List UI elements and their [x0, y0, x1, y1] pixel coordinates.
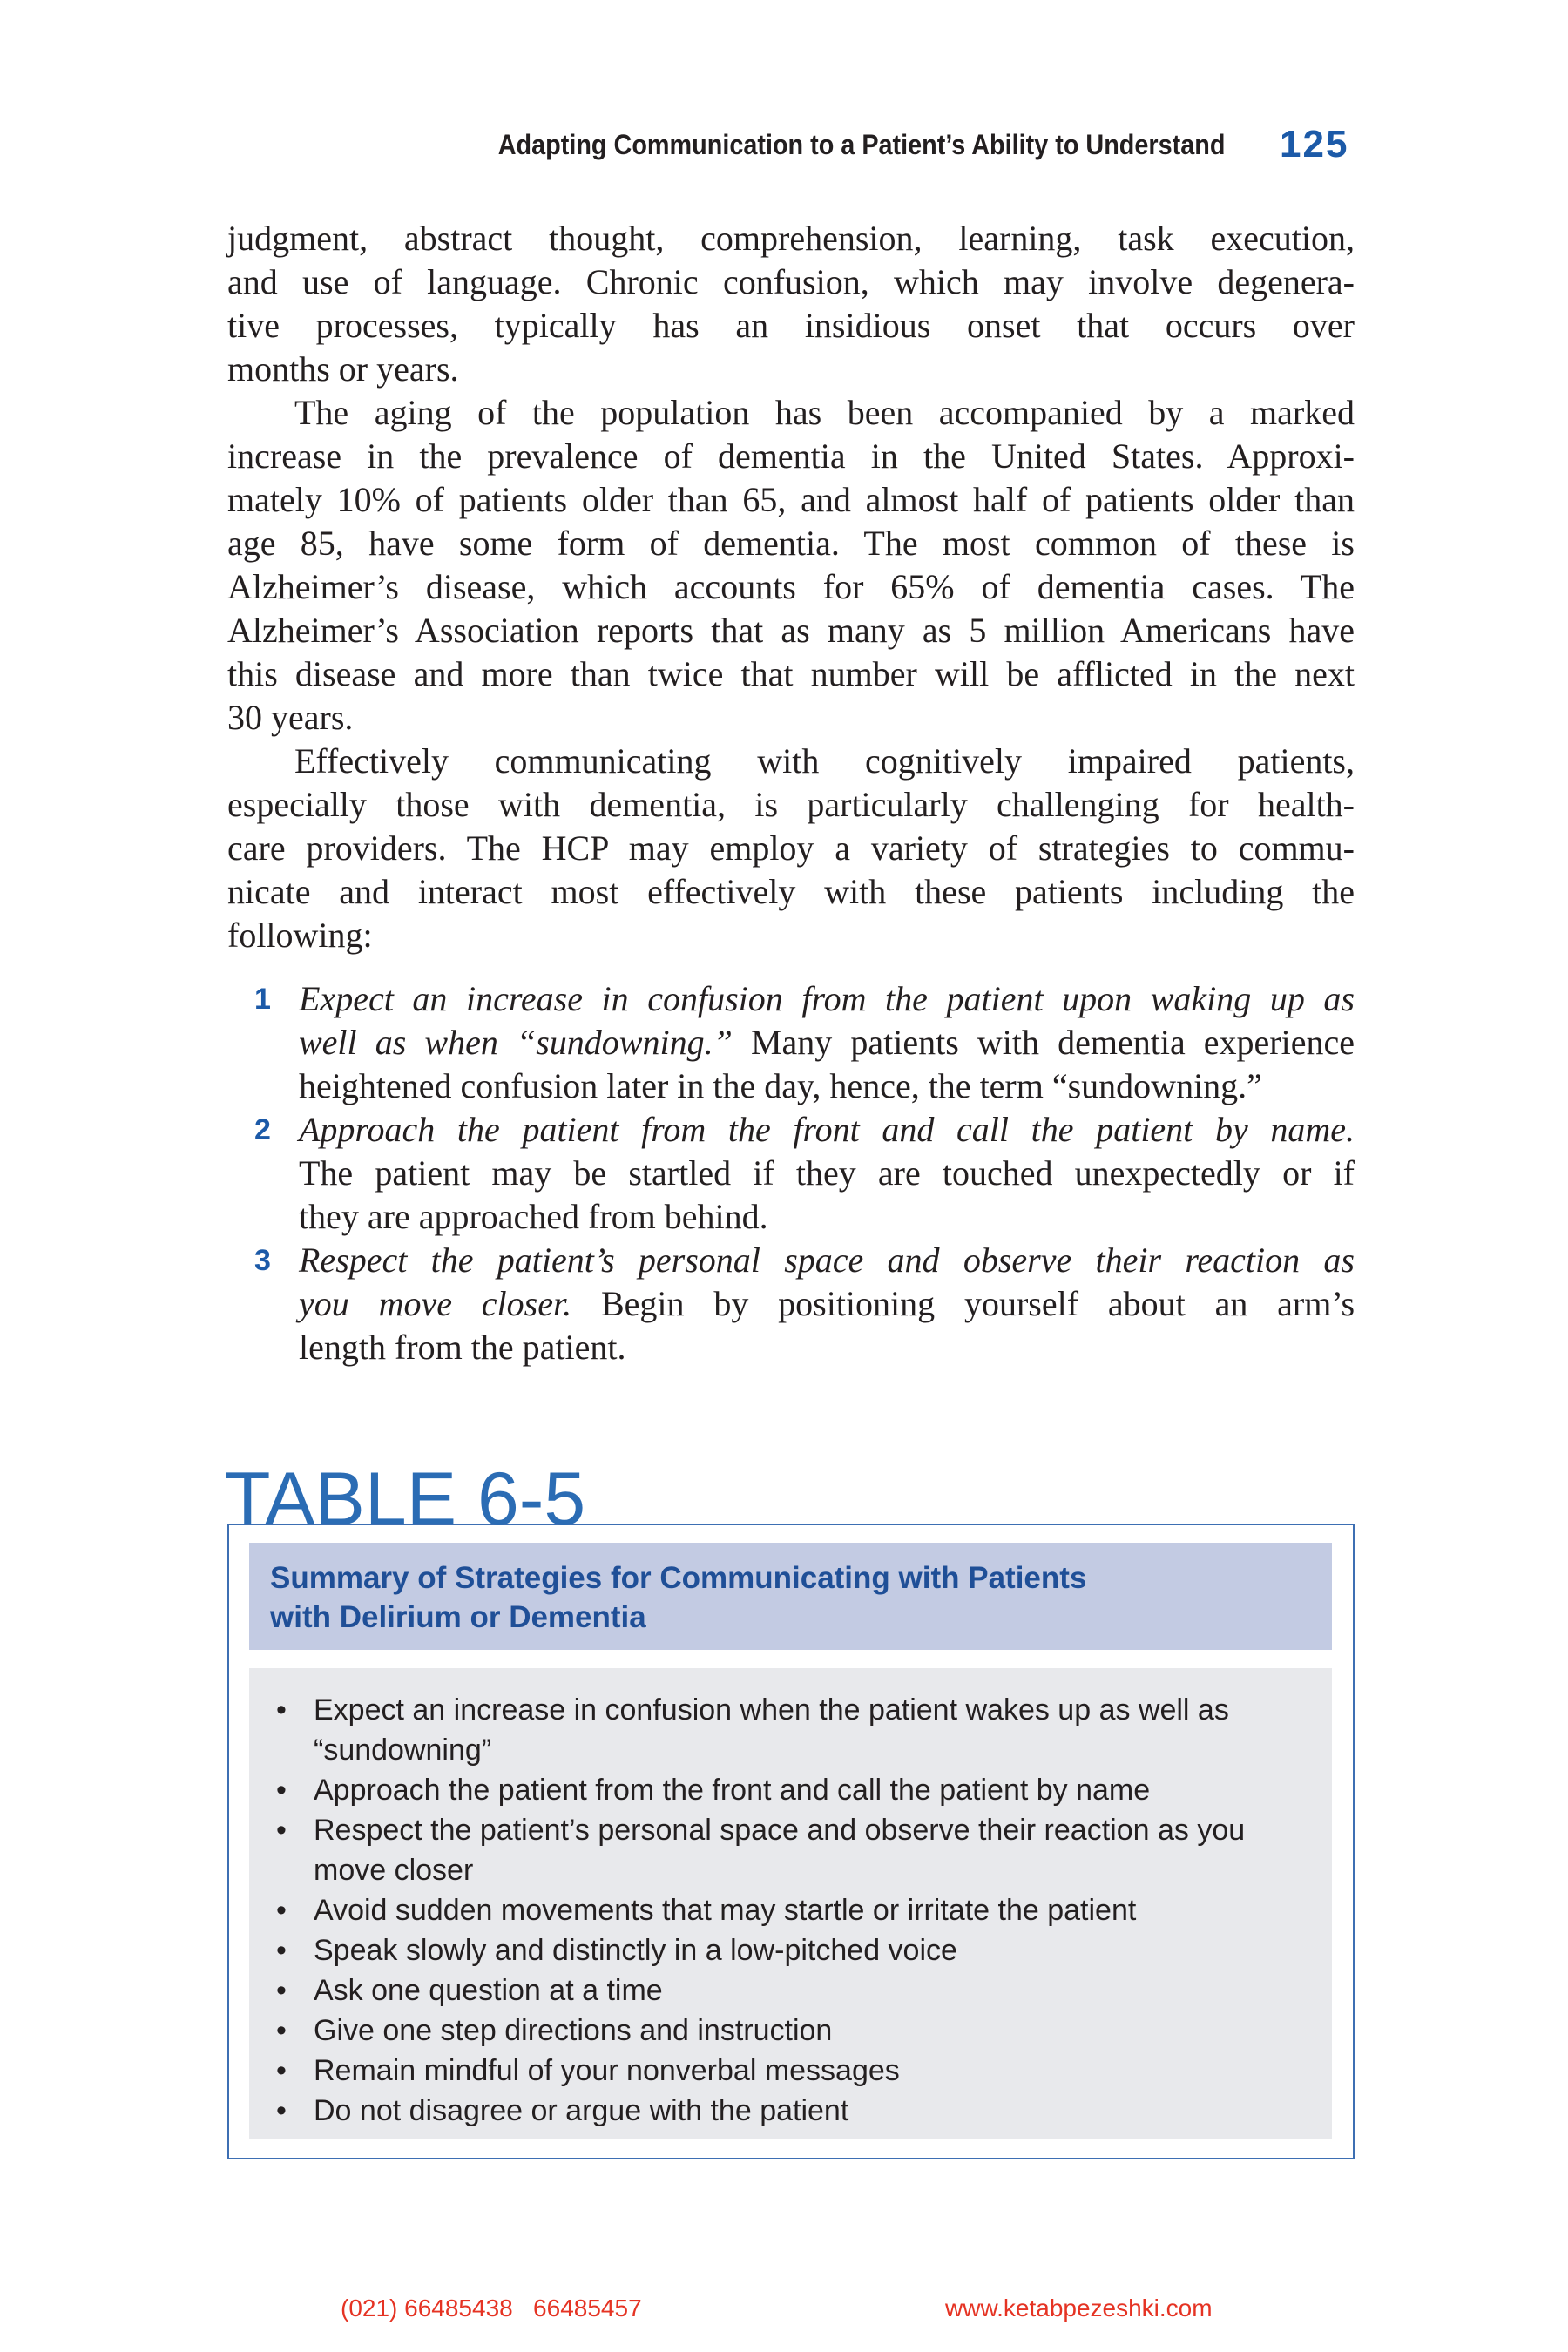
bullet-item	[249, 1690, 1332, 1770]
list-item	[254, 977, 1355, 1108]
bullet-item	[249, 1890, 1332, 1930]
bullet-line: Expect an increase in confusion when the patient wakes up as well as	[314, 1693, 1229, 1727]
list-item-line	[299, 977, 1355, 1021]
bullet-icon: •	[276, 2014, 287, 2047]
bullet-line: Ask one question at a time	[314, 1974, 663, 2007]
list-item-line	[299, 1152, 1355, 1195]
list-item-line	[299, 1326, 1355, 1369]
bullet-item	[249, 2091, 1332, 2131]
paragraph	[227, 217, 1355, 391]
emphasis-text: you move closer.	[299, 1284, 572, 1323]
text-line: increase in the prevalence of dementia in the United States. Approxi-	[227, 436, 1355, 476]
bullet-line: move closer	[314, 1854, 474, 1887]
table-label: TABLE 6-5	[225, 1457, 586, 1541]
list-item-line	[299, 1108, 1355, 1152]
emphasis-text: Expect an increase in confusion from the patient upon waking up as	[299, 979, 1355, 1018]
bullet-line: “sundowning”	[314, 1734, 492, 1767]
text-line: Alzheimer’s Association reports that as many as 5 million Americans have	[227, 611, 1355, 650]
table-heading-line: with Delirium or Dementia	[270, 1600, 646, 1634]
paragraph	[227, 391, 1355, 740]
regular-text: The patient may be startled if they are touched unexpectedly or if	[299, 1153, 1355, 1193]
bullet-line: Remain mindful of your nonverbal messages	[314, 2054, 900, 2087]
bullet-item	[249, 2051, 1332, 2091]
list-number: 1	[254, 983, 271, 1016]
text-line: Alzheimer’s disease, which accounts for 65% of dementia cases. The	[227, 567, 1355, 606]
text-line: and use of language. Chronic confusion, which may involve degenera-	[227, 262, 1355, 301]
page-number: 125	[1280, 123, 1349, 166]
regular-text: heightened confusion later in the day, hence, the term “sundowning.”	[299, 1066, 1262, 1105]
list-number: 3	[254, 1244, 271, 1277]
list-item	[254, 1239, 1355, 1369]
bullet-line: Avoid sudden movements that may startle or irritate the patient	[314, 1894, 1137, 1927]
text-line: judgment, abstract thought, comprehension, learning, task execution,	[227, 219, 1355, 258]
bullet-item	[249, 1970, 1332, 2011]
bullet-icon: •	[276, 1814, 287, 1847]
body-text	[227, 217, 1355, 957]
text-line: mately 10% of patients older than 65, and almost half of patients older than	[227, 480, 1355, 519]
bullet-line: Give one step directions and instruction	[314, 2014, 833, 2047]
bullet-icon: •	[276, 1693, 287, 1727]
list-item-line	[299, 1282, 1355, 1326]
table-bullet-list	[249, 1668, 1332, 2139]
bullet-item	[249, 1770, 1332, 1810]
list-item-line	[299, 1064, 1355, 1108]
text-line: age 85, have some form of dementia. The most common of these is	[227, 524, 1355, 563]
bullet-icon: •	[276, 1934, 287, 1967]
text-line: The aging of the population has been accompanied by a marked	[294, 393, 1355, 432]
text-line: especially those with dementia, is particularly challenging for health-	[227, 785, 1355, 824]
bullet-icon: •	[276, 2054, 287, 2087]
text-line: this disease and more than twice that number will be afflicted in the next	[227, 654, 1355, 693]
text-line: nicate and interact most effectively with these patients including the	[227, 872, 1355, 911]
list-number: 2	[254, 1113, 271, 1146]
bullet-line: Approach the patient from the front and call the patient by name	[314, 1774, 1151, 1807]
list-item-line	[299, 1239, 1355, 1282]
footer-phone: (021) 66485438 66485457	[341, 2295, 642, 2322]
emphasis-text: well as when “sundowning.”	[299, 1023, 733, 1062]
table-box	[227, 1524, 1355, 2159]
bullet-icon: •	[276, 1974, 287, 2007]
running-header-title: Adapting Communication to a Patient’s Ability to Understand	[497, 129, 1225, 160]
list-item-line	[299, 1195, 1355, 1239]
list-item-line	[299, 1021, 1355, 1064]
bullet-line: Speak slowly and distinctly in a low-pitched voice	[314, 1934, 957, 1967]
emphasis-text: Approach the patient from the front and call the patient by name.	[299, 1110, 1355, 1149]
table-heading	[249, 1543, 1332, 1650]
regular-text: they are approached from behind.	[299, 1197, 768, 1236]
text-line: months or years.	[227, 349, 459, 389]
text-line: following:	[227, 916, 373, 955]
bullet-item	[249, 1930, 1332, 1970]
table-heading-line: Summary of Strategies for Communicating with Patients	[270, 1561, 1087, 1595]
regular-text: Many patients with dementia experience	[750, 1023, 1355, 1062]
numbered-list	[254, 977, 1355, 1369]
regular-text: Begin by positioning yourself about an arm’s	[600, 1284, 1355, 1323]
bullet-icon: •	[276, 1894, 287, 1927]
bullet-item	[249, 2011, 1332, 2051]
bullet-line: Do not disagree or argue with the patient	[314, 2094, 849, 2127]
regular-text: length from the patient.	[299, 1328, 626, 1367]
emphasis-text: Respect the patient’s personal space and observe their reaction as	[299, 1240, 1355, 1280]
list-item	[254, 1108, 1355, 1239]
bullet-item	[249, 1810, 1332, 1890]
bullet-icon: •	[276, 2094, 287, 2127]
bullet-icon: •	[276, 1774, 287, 1807]
text-line: tive processes, typically has an insidious onset that occurs over	[227, 306, 1355, 345]
text-line: Effectively communicating with cognitively impaired patients,	[294, 741, 1355, 781]
paragraph	[227, 740, 1355, 957]
bullet-line: Respect the patient’s personal space and observe their reaction as you	[314, 1814, 1246, 1847]
text-line: care providers. The HCP may employ a variety of strategies to commu-	[227, 828, 1355, 868]
text-line: 30 years.	[227, 698, 354, 737]
footer-website: www.ketabpezeshki.com	[945, 2295, 1213, 2322]
